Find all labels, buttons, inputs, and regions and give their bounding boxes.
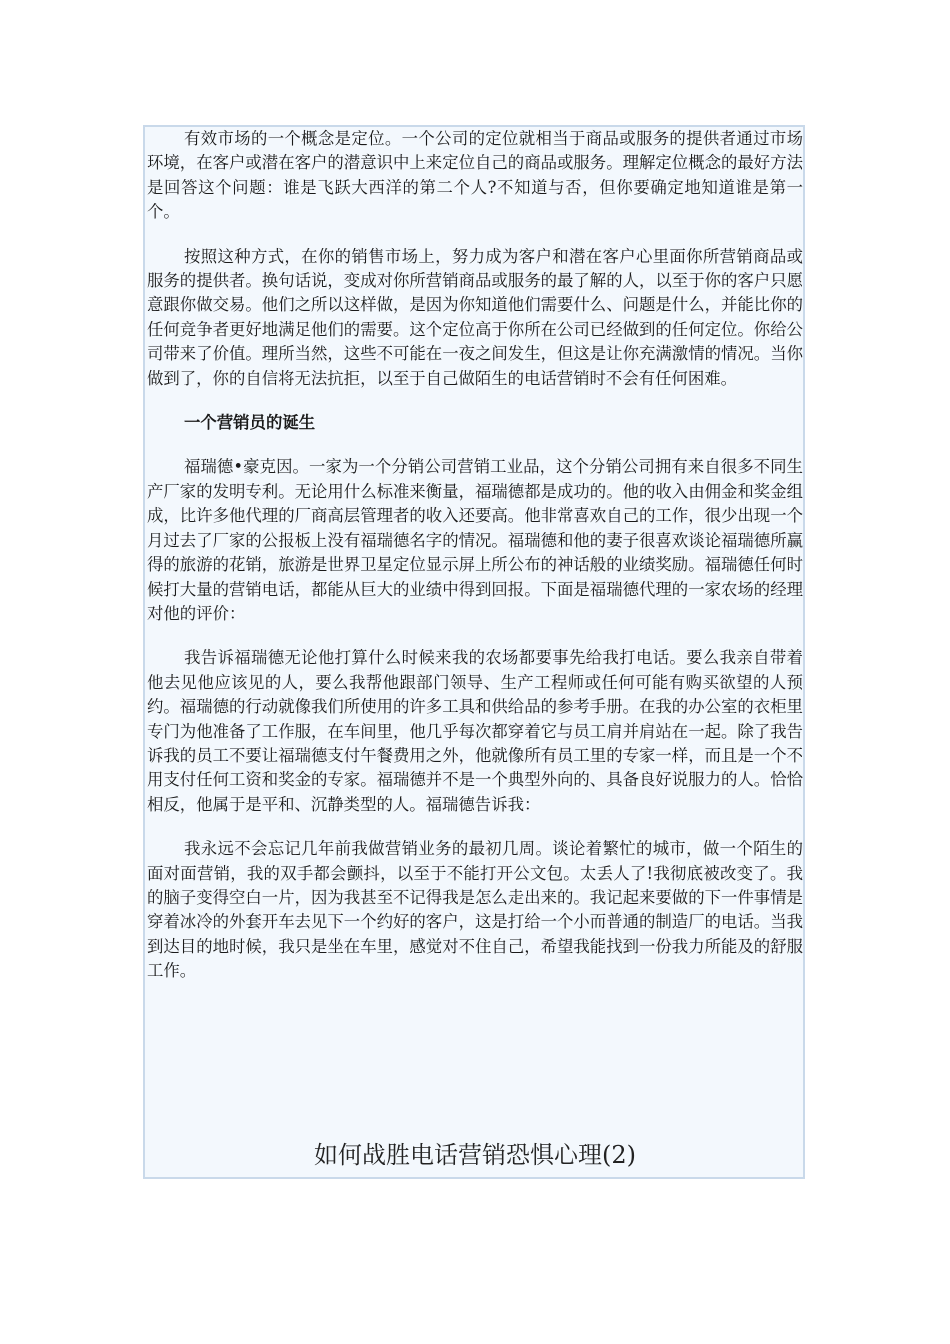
article-body [145, 127, 805, 1004]
section-heading: 一个营销员的诞生 [184, 413, 316, 433]
paragraph-fred-intro: 福瑞德•豪克因。一家为一个分销公司营销工业品，这个分销公司拥有来自很多不同生产厂家的发明专利。无论用什么标准来衡量，福瑞德都是成功的。他的收入由佣金和奖金组成，比许多他代理的厂商高层管理者的收入还要高。他非常喜欢自己的工作，很少出现一个月过去了厂家的公报板上没有福瑞德名字的情况。福瑞德和他的妻子很喜欢谈论福瑞德所赢得的旅游的花销，旅游是世界卫星定位显示屏上所公布的神话般的业绩奖励。福瑞德任何时候打大量的营销电话，都能从巨大的业绩中得到回报。下面是福瑞德代理的一家农场的经理对他的评价： [147, 457, 803, 623]
article-title: 如何战胜电话营销恐惧心理(2) [314, 1141, 636, 1169]
paragraph-market-provider: 按照这种方式，在你的销售市场上，努力成为客户和潜在客户心里面你所营销商品或服务的提供者。换句话说，变成对你所营销商品或服务的最了解的人，以至于你的客户只愿意跟你做交易。他们之所以这样做，是因为你知道他们需要什么、问题是什么，并能比你的任何竞争者更好地满足他们的需要。这个定位高于你所在公司已经做到的任何定位。你给公司带来了价值。理所当然，这些不可能在一夜之间发生，但这是让你充满激情的情况。当你做到了，你的自信将无法抗拒，以至于自己做陌生的电话营销时不会有任何困难。 [147, 246, 803, 388]
paragraph-manager-quote: 我告诉福瑞德无论他打算什么时候来我的农场都要事先给我打电话。要么我亲自带着他去见他应该见的人，要么我帮他跟部门领导、生产工程师或任何可能有购买欲望的人预约。福瑞德的行动就像我们所使用的许多工具和供给品的参考手册。在我的办公室的衣柜里专门为他准备了工作服，在车间里，他几乎每次都穿着它与员工肩并肩站在一起。除了我告诉我的员工不要让福瑞德支付午餐费用之外，他就像所有员工里的专家一样，而且是一个不用支付任何工资和奖金的专家。福瑞德并不是一个典型外向的、具备良好说服力的人。恰恰相反，他属于是平和、沉静类型的人。福瑞德告诉我： [147, 648, 803, 814]
paragraph-fred-quote: 我永远不会忘记几年前我做营销业务的最初几周。谈论着繁忙的城市，做一个陌生的面对面营销，我的双手都会颤抖，以至于不能打开公文包。太丢人了!我彻底被改变了。我的脑子变得空白一片，因为我甚至不记得我是怎么走出来的。我记起来要做的下一件事情是穿着冰冷的外套开车去见下一个约好的客户，这是打给一个小而普通的制造厂的电话。当我到达目的地时候，我只是坐在车里，感觉对不住自己，希望我能找到一份我力所能及的舒服工作。 [147, 839, 803, 981]
article-box [143, 125, 805, 1179]
paragraph-positioning: 有效市场的一个概念是定位。一个公司的定位就相当于商品或服务的提供者通过市场环境，在客户或潜在客户的潜意识中上来定位自己的商品或服务。理解定位概念的最好方法是回答这个问题：谁是飞跃大西洋的第二个人?不知道与否，但你要确定地知道谁是第一个。 [147, 129, 803, 222]
